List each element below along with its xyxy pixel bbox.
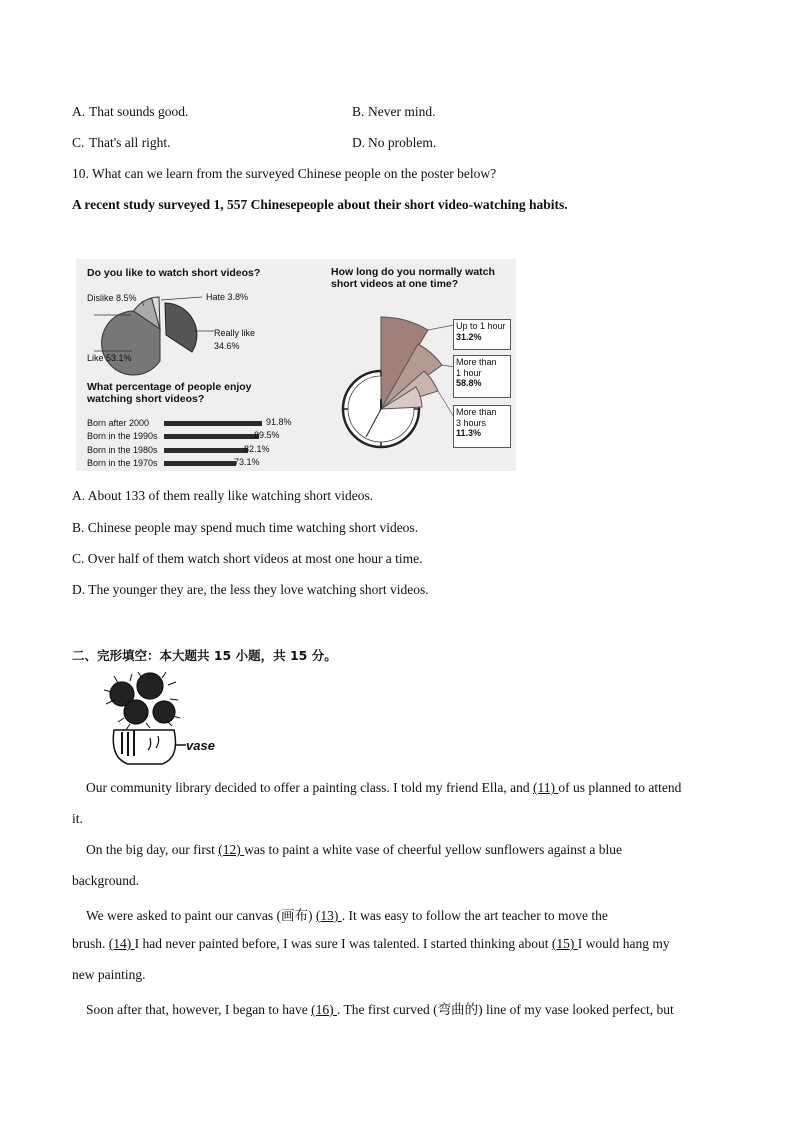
passage-line: it.	[72, 811, 83, 826]
text: Our community library decided to offer a painting class. I told my friend Ella, and	[86, 780, 534, 795]
bar-value-label: 89.5%	[254, 430, 280, 440]
text: . The first curved (弯曲的) line of my vase looked perfect, but	[337, 1002, 674, 1017]
pie-label-dislike: Dislike 8.5%	[87, 293, 137, 303]
bar-category: Born in the 1970s	[87, 458, 158, 468]
text: Soon after that, however, I began to have	[86, 1002, 312, 1017]
legend-value: 11.3%	[456, 428, 482, 438]
passage-line	[86, 842, 738, 858]
bar-category: Born in the 1980s	[87, 445, 158, 455]
passage-line: background.	[72, 873, 140, 888]
vase-label: vase	[186, 738, 215, 753]
pie-label-like: Like 53.1%	[87, 353, 132, 363]
legend-label: Up to 1 hour	[456, 321, 506, 331]
bar	[164, 448, 248, 453]
survey-intro: A recent study surveyed 1, 557 Chinesepeople about their short video-watching habits.	[72, 197, 568, 212]
option-c-text: That's all right.	[89, 135, 171, 150]
bar-category: Born after 2000	[87, 418, 150, 428]
legend-value: 58.8%	[456, 378, 482, 388]
bar	[164, 434, 259, 439]
text: brush.	[72, 936, 109, 951]
legend-label: 1 hour	[456, 367, 482, 378]
q10-option-b[interactable]: B. Chinese people may spend much time watching short videos.	[72, 520, 419, 535]
question-10: 10. What can we learn from the surveyed Chinese people on the poster below?	[72, 166, 497, 181]
legend-box-more-than-1-hour	[453, 355, 511, 398]
blank-12[interactable]: (12)	[218, 842, 245, 857]
option-b[interactable]: B.	[352, 104, 365, 119]
passage-line	[86, 780, 738, 796]
pie-value-really-like: 34.6%	[214, 341, 240, 351]
survey-infographic	[76, 259, 516, 471]
sunflower-vase-image	[92, 668, 222, 768]
bar-value-label: 82.1%	[244, 444, 270, 454]
bar-value-label: 91.8%	[266, 417, 292, 427]
passage-line	[72, 936, 724, 952]
text: was to paint a white vase of cheerful yellow sunflowers against a blue	[244, 842, 622, 857]
legend-box-more-than-3-hours	[453, 405, 511, 448]
clock-title-line2: short videos at one time?	[331, 278, 459, 290]
legend-label: 3 hours	[456, 417, 487, 428]
q10-option-a[interactable]: A. About 133 of them really like watching short videos.	[72, 488, 374, 503]
bar	[164, 461, 236, 466]
text: We were asked to paint our canvas (画布)	[86, 908, 316, 923]
legend-box-up-to-1-hour	[453, 319, 511, 350]
blank-14[interactable]: (14)	[108, 936, 135, 951]
option-c[interactable]: C.	[72, 135, 85, 150]
q10-option-d[interactable]: D. The younger they are, the less they love watching short videos.	[72, 582, 429, 597]
bar	[164, 421, 262, 426]
pie-title: Do you like to watch short videos?	[87, 267, 261, 279]
text: I would hang my	[577, 936, 670, 951]
passage-line: new painting.	[72, 967, 146, 982]
option-d-text: No problem.	[368, 135, 437, 150]
text: . It was easy to follow the art teacher to move the	[341, 908, 608, 923]
section-heading: 二、完形填空：本大题共 15 小题，共 15 分。	[72, 648, 337, 663]
bar-value-label: 73.1%	[234, 457, 260, 467]
bar-category: Born in the 1990s	[87, 431, 158, 441]
text: On the big day, our first	[86, 842, 219, 857]
bar-title-line2: watching short videos?	[87, 393, 205, 405]
option-a[interactable]: A.	[72, 104, 86, 119]
clock-title-line1: How long do you normally watch	[331, 266, 495, 278]
passage-line	[86, 904, 738, 924]
pie-label-hate: Hate 3.8%	[206, 292, 249, 302]
bar-title-line1: What percentage of people enjoy	[87, 381, 252, 393]
text: I had never painted before, I was sure I was talented. I started thinking about	[134, 936, 552, 951]
pie-slice-really-like	[165, 303, 197, 352]
legend-label: More than	[456, 357, 497, 367]
blank-15[interactable]: (15)	[551, 936, 578, 951]
option-d[interactable]: D.	[352, 135, 366, 150]
legend-label: More than	[456, 407, 497, 417]
blank-13[interactable]: (13)	[315, 908, 342, 923]
option-a-text: That sounds good.	[89, 104, 189, 119]
q10-option-c[interactable]: C. Over half of them watch short videos at most one hour a time.	[72, 551, 423, 566]
legend-value: 31.2%	[456, 331, 482, 342]
passage-line	[86, 998, 738, 1018]
text: of us planned to attend	[558, 780, 682, 795]
blank-16[interactable]: (16)	[311, 1002, 338, 1017]
time-clock-chart	[343, 317, 454, 447]
pie-label-really-like: Really like	[214, 328, 256, 338]
blank-11[interactable]: (11)	[533, 780, 559, 795]
option-b-text: Never mind.	[368, 104, 436, 119]
